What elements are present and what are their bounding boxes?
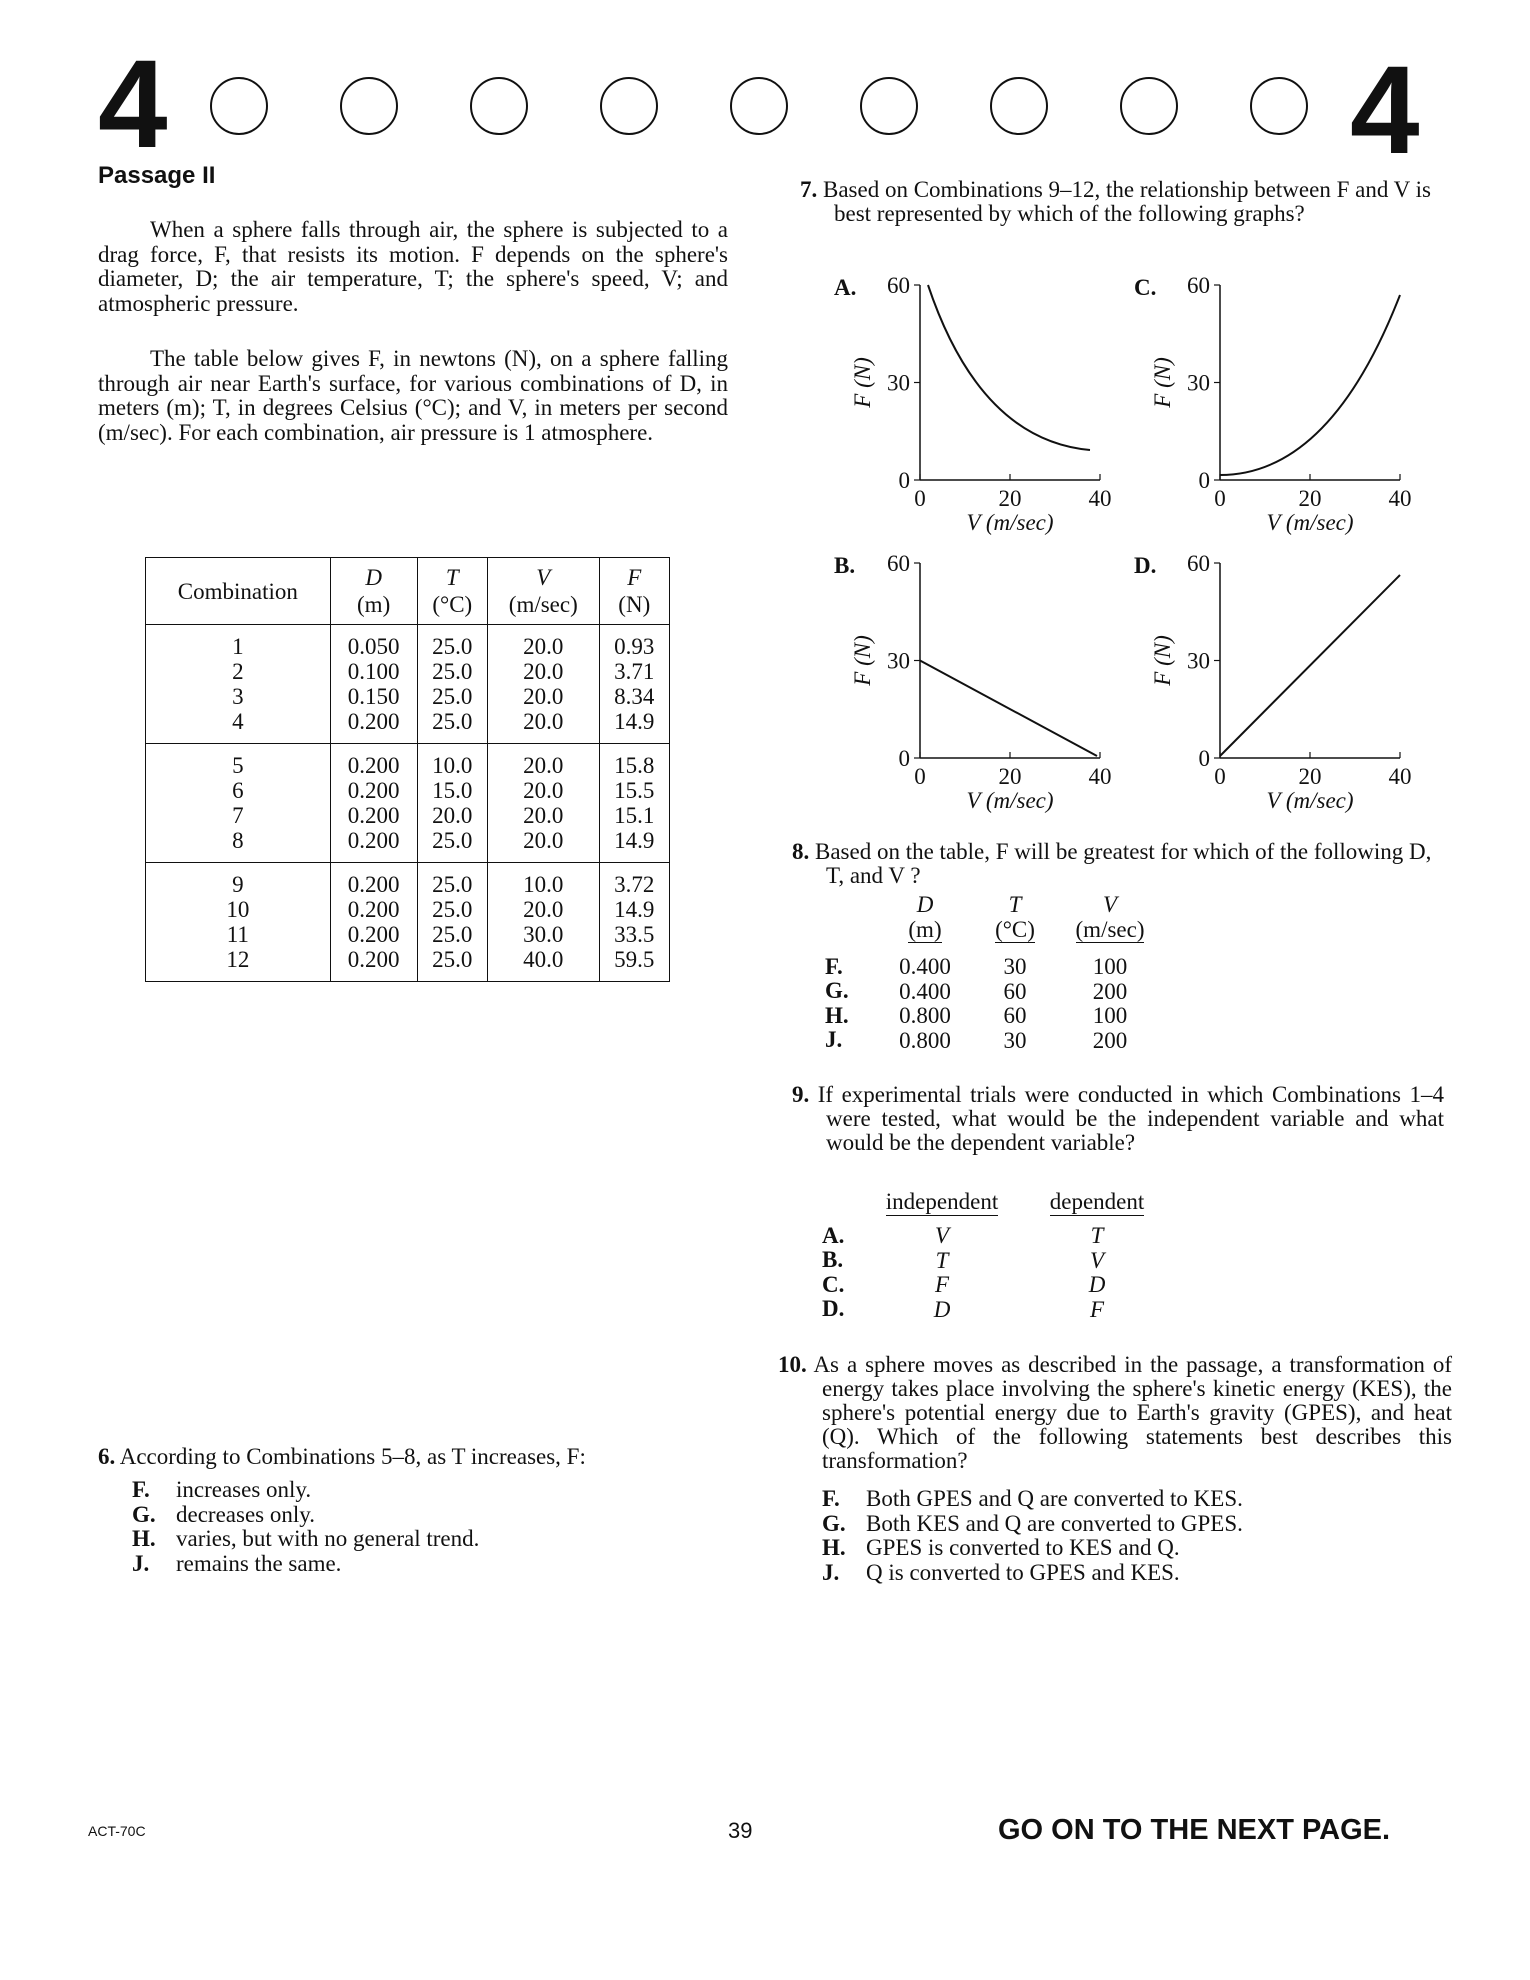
go-on-next-page: GO ON TO THE NEXT PAGE. [998, 1814, 1391, 1846]
f-cell: 15.8 15.5 15.1 14.9 [599, 744, 669, 863]
table-row [146, 625, 670, 744]
t-cell: 25.0 25.0 25.0 25.0 [417, 863, 487, 982]
question-10-options [822, 1487, 1243, 1585]
col-header-t: T (°C) [417, 558, 487, 625]
v-cell: 20.0 20.0 20.0 20.0 [488, 744, 600, 863]
answer-option[interactable]: G. Both KES and Q are converted to GPES. [822, 1510, 1243, 1536]
q9-col-dependent: T V D F [1088, 1223, 1106, 1322]
header-circle [860, 77, 918, 135]
x-axis-label: V (m/sec) [1266, 788, 1354, 813]
question-8 [792, 840, 1451, 888]
combo-cell: 1 2 3 4 [146, 625, 331, 744]
y-tick-label: 30 [1187, 648, 1210, 674]
y-tick-label: 60 [887, 273, 910, 298]
x-tick-label: 40 [1088, 764, 1112, 789]
data-table [145, 557, 670, 982]
graph-letter: C. [1134, 275, 1157, 300]
x-tick-label: 40 [1088, 486, 1112, 511]
q8-col-t: 30 60 60 30 [1003, 954, 1027, 1053]
answer-graph-b[interactable] [830, 548, 1130, 818]
answer-option[interactable]: H. [825, 1003, 849, 1028]
y-tick-label: 30 [887, 370, 910, 396]
col-header-d: D (m) [330, 558, 417, 625]
q8-head-t: T (°C) [995, 892, 1035, 942]
combo-cell: 9 10 11 12 [146, 863, 331, 982]
answer-graph-c[interactable] [1130, 270, 1430, 540]
header-circle [1120, 77, 1178, 135]
y-axis-label: F (N) [1150, 635, 1175, 686]
col-header-v: V (m/sec) [488, 558, 600, 625]
answer-option[interactable]: J. [825, 1027, 843, 1052]
answer-option[interactable]: B. [822, 1247, 844, 1272]
x-tick-label: 40 [1388, 486, 1412, 511]
question-10-number: 10. [778, 1352, 807, 1377]
q9-head-independent: independent [885, 1189, 999, 1214]
q9-head-dependent: dependent [1049, 1189, 1145, 1214]
answer-option[interactable]: J. remains the same. [132, 1550, 342, 1576]
question-7 [800, 178, 1454, 226]
page-number: 39 [728, 1818, 753, 1843]
x-tick-label: 20 [998, 764, 1022, 789]
y-tick-label: 30 [1187, 370, 1210, 396]
graph-letter: B. [834, 553, 856, 578]
question-8-answer-table [825, 893, 1155, 1053]
answer-option[interactable]: F. increases only. [132, 1477, 312, 1502]
x-axis-label: V (m/sec) [966, 510, 1054, 535]
answer-option[interactable]: C. [822, 1272, 845, 1297]
x-tick-label: 0 [914, 764, 926, 789]
answer-option[interactable]: F. [825, 954, 843, 979]
x-tick-label: 0 [914, 486, 926, 511]
header-circle [730, 77, 788, 135]
section-number-left: 4 [98, 35, 168, 174]
header-circle [600, 77, 658, 135]
x-axis-label: V (m/sec) [966, 788, 1054, 813]
x-tick-label: 20 [1298, 764, 1322, 789]
v-cell: 10.0 20.0 30.0 40.0 [488, 863, 600, 982]
question-9-number: 9. [792, 1082, 810, 1107]
y-axis-label: F (N) [1150, 357, 1175, 408]
test-code: ACT-70C [88, 1823, 146, 1839]
t-cell: 25.0 25.0 25.0 25.0 [417, 625, 487, 744]
header-circle [340, 77, 398, 135]
answer-option[interactable]: D. [822, 1296, 845, 1321]
header-circle [1250, 77, 1308, 135]
question-9 [792, 1083, 1444, 1155]
question-6-options [132, 1478, 479, 1576]
f-cell: 0.93 3.71 8.34 14.9 [599, 625, 669, 744]
d-cell: 0.050 0.100 0.150 0.200 [330, 625, 417, 744]
y-tick-label: 30 [887, 648, 910, 674]
question-10-text: As a sphere moves as described in the passage, a transformation of energy takes place involving the sphere's kinetic energy (KES), the sphere's potential energy due to Earth's gravity (GPES), and heat (Q). Which of the following statements best describes this transformation? [813, 1352, 1453, 1473]
question-9-answer-table [822, 1190, 1162, 1330]
question-6 [98, 1445, 698, 1469]
q9-col-independent: V T F D [933, 1223, 951, 1322]
y-tick-label: 0 [898, 746, 910, 771]
question-9-text: If experimental trials were conducted in which Combinations 1–4 were tested, what would be the independent variable and what would be the dependent variable? [817, 1082, 1445, 1155]
answer-option[interactable]: F. Both GPES and Q are converted to KES. [822, 1486, 1243, 1511]
table-header-row [146, 558, 670, 625]
d-cell: 0.200 0.200 0.200 0.200 [330, 863, 417, 982]
graph-curve [1220, 575, 1400, 756]
q8-col-v: 100 200 100 200 [1092, 954, 1128, 1053]
answer-option[interactable]: H. varies, but with no general trend. [132, 1526, 480, 1551]
y-tick-label: 60 [887, 551, 910, 576]
x-tick-label: 0 [1214, 764, 1226, 789]
question-7-number: 7. [800, 177, 818, 202]
question-6-text: According to Combinations 5–8, as T increases, F: [119, 1444, 586, 1469]
answer-graph-d[interactable] [1130, 548, 1430, 818]
graph-letter: A. [834, 275, 857, 300]
combo-cell: 5 6 7 8 [146, 744, 331, 863]
header-circle [990, 77, 1048, 135]
answer-option[interactable]: J. Q is converted to GPES and KES. [822, 1559, 1180, 1585]
question-10 [778, 1353, 1452, 1473]
y-tick-label: 0 [1198, 746, 1210, 771]
x-axis-label: V (m/sec) [1266, 510, 1354, 535]
v-cell: 20.0 20.0 20.0 20.0 [488, 625, 600, 744]
header-circle [210, 77, 268, 135]
y-tick-label: 0 [898, 468, 910, 493]
col-header-combination: Combination [146, 558, 331, 625]
passage-paragraph-2: The table below gives F, in newtons (N), on a sphere falling through air near Earth's surface, for various combinations of D, in meters (m); T, in degrees Celsius (°C); and V, in meters per second (m/sec). For each combination, air pressure is 1 atmosphere. [98, 346, 728, 445]
passage-title: Passage II [98, 162, 216, 189]
y-axis-label: F (N) [850, 635, 875, 686]
answer-option[interactable]: G. decreases only. [132, 1501, 315, 1527]
q8-head-d: D (m) [908, 892, 942, 942]
graph-curve [920, 661, 1097, 757]
answer-option[interactable]: H. GPES is converted to KES and Q. [822, 1535, 1180, 1560]
answer-graph-a[interactable] [830, 270, 1130, 540]
graph-letter: D. [1134, 553, 1157, 578]
f-cell: 3.72 14.9 33.5 59.5 [599, 863, 669, 982]
question-6-number: 6. [98, 1444, 116, 1469]
x-tick-label: 40 [1388, 764, 1412, 789]
y-tick-label: 0 [1198, 468, 1210, 493]
header-circle [470, 77, 528, 135]
graph-curve [928, 285, 1090, 450]
q8-head-v: V (m/sec) [1075, 892, 1145, 942]
question-8-number: 8. [792, 839, 810, 864]
question-8-text: Based on the table, F will be greatest for which of the following D, T, and V ? [815, 839, 1432, 888]
d-cell: 0.200 0.200 0.200 0.200 [330, 744, 417, 863]
graph-curve [1220, 295, 1400, 475]
y-axis-label: F (N) [850, 357, 875, 408]
table-row [146, 863, 670, 982]
answer-option[interactable]: A. [822, 1223, 845, 1248]
x-tick-label: 20 [1298, 486, 1322, 511]
y-tick-label: 60 [1187, 551, 1210, 576]
x-tick-label: 0 [1214, 486, 1226, 511]
q8-col-d: 0.400 0.400 0.800 0.800 [899, 954, 951, 1053]
passage-paragraph-1: When a sphere falls through air, the sphere is subjected to a drag force, F, that resists its motion. F depends on the sphere's diameter, D; the air temperature, T; the sphere's speed, V; and atmospheric pressure. [98, 217, 728, 316]
answer-option[interactable]: G. [825, 978, 849, 1003]
question-7-text: Based on Combinations 9–12, the relationship between F and V is best represented by which of the following graphs? [823, 177, 1431, 226]
t-cell: 10.0 15.0 20.0 25.0 [417, 744, 487, 863]
section-number-right: 4 [1350, 41, 1420, 180]
col-header-f: F (N) [599, 558, 669, 625]
x-tick-label: 20 [998, 486, 1022, 511]
y-tick-label: 60 [1187, 273, 1210, 298]
table-row [146, 744, 670, 863]
